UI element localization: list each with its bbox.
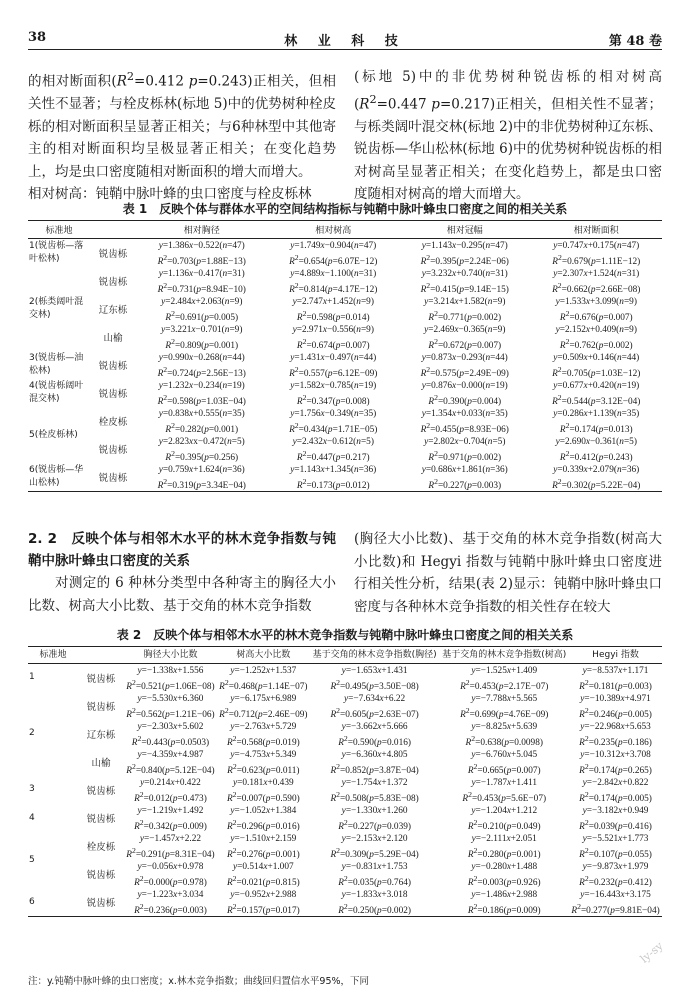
table-footnote: 注：y.钝鞘中脉叶蜂的虫口密度；x.林木竞争指数；曲线回归置信水平95%，下同: [28, 976, 370, 987]
regression-stats: $R^2=0.157(p=0.017)$: [217, 902, 310, 917]
regression-stats: $R^2=0.568(p=0.019)$: [226, 733, 300, 748]
regression-stats: $R^2=0.173(p=0.012)$: [268, 477, 400, 492]
table-row: [28, 846, 662, 860]
regression-stats: $R^2=0.468(p=1.14E-07)$: [219, 677, 308, 692]
table2-header-0: 标准地: [28, 647, 78, 664]
regression-stats: $R^2=0.654(p=6.07E-12)$: [289, 252, 378, 267]
running-header: [28, 30, 662, 50]
regression-equation: y=−7.788x+5.565: [471, 693, 538, 704]
table-row: [28, 295, 662, 309]
species-label: 辽东栎: [98, 304, 128, 316]
regression-equation: y=−1.525x+1.409: [471, 665, 538, 676]
species-label: 山榆: [91, 757, 111, 769]
regression-equation: y=−1.787x+1.411: [471, 777, 537, 788]
regression-stats: $R^2=0.705(p=1.03E-12)$: [552, 364, 641, 379]
species-label: 锐齿栎: [86, 870, 116, 882]
regression-stats: $R^2=0.447(p=0.217)$: [296, 449, 370, 464]
table-row: [28, 678, 662, 692]
table-row: [28, 860, 662, 874]
regression-stats: $R^2=0.699(p=4.76E-09)$: [460, 705, 549, 720]
regression-equation: y=0.181x+0.439: [233, 777, 294, 788]
regression-equation: y=−1.223x+3.034: [137, 890, 204, 901]
regression-equation: y=−1.330x+1.260: [341, 805, 408, 816]
intro-text: [28, 66, 662, 206]
species-label: 锐齿栎: [78, 888, 124, 917]
regression-equation: y=0.339x+2.079(n=36): [553, 465, 640, 476]
table-row: [28, 323, 662, 337]
site-label: 4: [29, 812, 35, 823]
regression-stats: $R^2=0.443(p=0.0503)$: [131, 733, 210, 748]
site-label: 1(锐齿栎—落叶松林): [29, 240, 84, 264]
table-row: [28, 379, 662, 393]
table-row: [28, 734, 662, 748]
site-label: 2: [29, 728, 35, 739]
regression-stats: $R^2=0.174(p=0.005)$: [579, 789, 652, 804]
species-label: 锐齿栎: [98, 389, 128, 401]
regression-equation: y=−5.521x+1.773: [582, 834, 649, 845]
regression-stats: $R^2=0.232(p=0.412)$: [579, 874, 652, 889]
table-row: [28, 239, 662, 253]
table-row: [28, 351, 662, 365]
regression-stats: $R^2=0.557(p=6.12E-09)$: [289, 364, 378, 379]
regression-stats: $R^2=0.186(p=0.009)$: [439, 902, 569, 917]
table-row: [28, 267, 662, 281]
table2-caption: 表 2 反映个体与相邻木水平的林木竞争指数与钝鞘中脉叶蜂虫口密度之间的相关关系: [116, 628, 574, 642]
table-row: [28, 832, 662, 846]
regression-stats: $R^2=0.227(p=0.039)$: [338, 817, 411, 833]
regression-stats: $R^2=0.412(p=0.243)$: [559, 449, 633, 464]
regression-equation: y=−2.303x+5.602: [137, 721, 204, 732]
regression-stats: $R^2=0.280(p=0.001)$: [467, 846, 541, 861]
regression-equation: y=−1.833x+3.018: [341, 890, 408, 901]
species-label: 锐齿栎: [98, 445, 128, 457]
regression-stats: $R^2=0.174(p=0.265)$: [579, 761, 652, 776]
site-label: 1: [29, 672, 35, 683]
table-row: [28, 804, 662, 818]
regression-stats: $R^2=0.676(p=0.007)$: [559, 308, 633, 323]
volume-label: 第 48 卷: [608, 34, 662, 49]
regression-stats: $R^2=0.415(p=9.14E-15)$: [420, 280, 509, 295]
regression-equation: y=−1.486x+2.988: [471, 890, 538, 901]
regression-equation: y=−1.754x+1.372: [341, 777, 408, 788]
table-row: [28, 748, 662, 762]
table1-header-3: 相对树高: [268, 221, 400, 239]
table-row: [28, 407, 662, 421]
regression-equation: y=−0.952x+2.988: [230, 890, 297, 901]
regression-equation: y=3.221x−0.701(n=9): [161, 324, 243, 335]
regression-equation: y=−1.510x+2.159: [230, 834, 297, 845]
regression-equation: y=−22.968x+5.653: [580, 721, 651, 732]
regression-equation: y=0.686x+1.861(n=36): [421, 465, 508, 476]
regression-stats: $R^2=0.691(p=0.005)$: [165, 308, 239, 323]
regression-stats: $R^2=0.662(p=2.66E-08)$: [552, 280, 641, 295]
regression-stats: $R^2=0.282(p=0.001)$: [165, 421, 239, 436]
regression-stats: $R^2=0.039(p=0.416)$: [579, 817, 652, 833]
regression-equation: y=−3.662x+5.666: [341, 721, 408, 732]
table1-header-row: [28, 221, 662, 239]
species-label: 锐齿栎: [98, 276, 128, 288]
regression-stats: $R^2=0.495(p=3.50E-08)$: [330, 677, 419, 692]
section-right-column: [354, 528, 662, 618]
regression-equation: y=1.136x−0.417(n=31): [158, 268, 245, 279]
regression-stats: $R^2=0.181(p=0.003)$: [579, 677, 652, 692]
table2-header-4: 基于交角的林木竞争指数(胸径): [310, 647, 440, 664]
regression-equation: y=2.802x−0.704(n=5): [424, 437, 506, 448]
table2: [28, 646, 662, 917]
regression-equation: y=−4.753x+5.349: [230, 749, 297, 760]
regression-stats: $R^2=0.390(p=0.004)$: [428, 392, 502, 408]
regression-stats: $R^2=0.598(p=1.03E-04)$: [157, 392, 246, 408]
regression-stats: $R^2=0.395(p=2.24E-06)$: [420, 252, 509, 267]
regression-equation: y=−1.052x+1.384: [230, 805, 297, 816]
regression-equation: y=−1.457x+2.22: [139, 834, 202, 845]
regression-stats: $R^2=0.605(p=2.63E-07)$: [330, 705, 419, 720]
table1-caption: 表 1 反映个体与群体水平的空间结构指标与钝鞘中脉叶蜂虫口密度之间的相关关系: [122, 202, 568, 216]
regression-stats: $R^2=0.012(p=0.473)$: [134, 789, 207, 804]
regression-stats: $R^2=0.007(p=0.590)$: [226, 789, 300, 804]
regression-stats: $R^2=0.674(p=0.007)$: [296, 336, 370, 351]
regression-equation: y=0.214x+0.422: [140, 777, 201, 788]
regression-equation: y=−6.175x+6.989: [230, 693, 297, 704]
regression-stats: $R^2=0.453(p=2.17E-07)$: [460, 677, 549, 692]
table-row: [28, 463, 662, 477]
regression-stats: $R^2=0.276(p=0.001)$: [226, 846, 300, 861]
intro-left-column: 的相对断面积($R^2=0.412$ p=0.243)正相关，但相关性不显著；与栓皮栎林(标地 5)中的优势树种栓皮栎的相对断面积呈显著正相关；与6种林型中其他寄主的相对断面积均呈极显著正相关；在变化趋势上，均是虫口密度随相对断面积的增大而增大。 相对树高：钝鞘中脉叶蜂的虫口密度与栓皮栎林: [28, 70, 336, 202]
journal-title: 林 业 科 技: [284, 34, 406, 49]
site-label: 4(锐齿栎阔叶混交林): [29, 381, 84, 405]
species-label: 锐齿栎: [86, 814, 116, 826]
regression-equation: y=2.484x+2.063(n=9): [161, 296, 243, 307]
regression-stats: $R^2=0.434(p=1.71E-05)$: [289, 421, 378, 436]
page-number: 38: [28, 30, 47, 45]
section-2-2: [28, 528, 662, 618]
regression-stats: $R^2=0.035(p=0.764)$: [338, 874, 411, 889]
species-label: 山榆: [103, 332, 123, 344]
site-label: 5: [29, 854, 35, 865]
species-label: 锐齿栎: [98, 248, 128, 260]
regression-stats: $R^2=0.508(p=5.83E-08)$: [330, 789, 419, 804]
table2-header-5: 基于交角的林木竞争指数(树高): [439, 647, 569, 664]
regression-equation: y=1.582x−0.785(n=19): [290, 380, 377, 391]
regression-stats: $R^2=0.227(p=0.003)$: [399, 477, 531, 492]
site-label: 6(锐齿栎—华山松林): [28, 463, 90, 492]
table-row: [28, 435, 662, 449]
regression-equation: y=1.354x+0.033(n=35): [421, 409, 508, 420]
regression-stats: $R^2=0.731(p=8.94E-10)$: [157, 280, 246, 295]
table-row: [28, 664, 662, 678]
regression-equation: y=−10.312x+3.708: [580, 749, 651, 760]
regression-equation: y=0.838x+0.555(n=35): [158, 409, 245, 420]
regression-equation: y=0.990x−0.268(n=44): [158, 352, 245, 363]
regression-equation: y=2.971x−0.556(n=9): [292, 324, 374, 335]
regression-equation: y=−4.359x+4.987: [137, 749, 204, 760]
regression-stats: $R^2=0.309(p=5.29E-04)$: [330, 846, 419, 861]
table-row: [28, 706, 662, 720]
regression-stats: $R^2=0.521(p=1.06E-08)$: [126, 677, 215, 692]
regression-equation: y=−2.842x+0.822: [582, 777, 649, 788]
regression-equation: y=2.747x+1.452(n=9): [292, 296, 374, 307]
regression-equation: y=0.759x+1.624(n=36): [158, 465, 245, 476]
regression-stats: $R^2=0.852(p=3.87E-04)$: [330, 761, 419, 776]
regression-stats: $R^2=0.672(p=0.007)$: [428, 336, 502, 351]
regression-stats: $R^2=0.544(p=3.12E-04)$: [552, 392, 641, 408]
regression-equation: y=−7.634x+6.22: [344, 693, 406, 704]
regression-stats: $R^2=0.590(p=0.016)$: [338, 733, 411, 748]
table1-header-4: 相对冠幅: [399, 221, 531, 239]
table2-header-1: [78, 647, 124, 664]
regression-stats: $R^2=0.174(p=0.013)$: [559, 421, 633, 436]
regression-stats: $R^2=0.342(p=0.009)$: [134, 817, 207, 833]
regression-stats: $R^2=0.347(p=0.008)$: [296, 392, 370, 408]
regression-equation: y=−0.280x+1.488: [471, 862, 538, 873]
regression-stats: $R^2=0.250(p=0.002)$: [310, 902, 440, 917]
regression-equation: y=−0.056x+0.978: [137, 862, 204, 873]
table2-header-row: [28, 647, 662, 664]
regression-stats: $R^2=0.971(p=0.002)$: [428, 449, 502, 464]
site-label: 3(锐齿栎—油松林): [29, 352, 84, 376]
regression-stats: $R^2=0.455(p=8.93E-06)$: [420, 421, 509, 436]
species-label: 栓皮栎: [86, 842, 116, 854]
site-label: 5(栓皮栎林): [29, 429, 78, 440]
section-paragraph-left: 对测定的 6 种林分类型中各种寄主的胸径大小比数、树高大小比数、基于交角的林木竞争指数: [28, 575, 336, 614]
regression-equation: y=−16.443x+3.175: [580, 890, 651, 901]
table-row: [28, 720, 662, 734]
table-row: [28, 692, 662, 706]
regression-equation: y=2.432x−0.612(n=5): [292, 437, 374, 448]
table2-header-2: 胸径大小比数: [124, 647, 217, 664]
regression-stats: $R^2=0.703(p=1.88E-13)$: [157, 252, 246, 267]
regression-stats: $R^2=0.562(p=1.21E-06)$: [126, 705, 215, 720]
regression-equation: y=−5.530x+6.360: [137, 693, 204, 704]
regression-equation: y=−10.389x+4.971: [580, 693, 651, 704]
regression-stats: $R^2=0.598(p=0.014)$: [296, 308, 370, 323]
regression-stats: $R^2=0.665(p=0.007)$: [467, 761, 541, 776]
section-left-column: [28, 528, 336, 618]
table2-header-3: 树高大小比数: [217, 647, 310, 664]
regression-equation: y=2.469x−0.365(n=9): [424, 324, 506, 335]
table1-header-0: 标准地: [28, 221, 90, 239]
regression-equation: y=1.232x−0.234(n=19): [158, 380, 245, 391]
regression-equation: y=−1.219x+1.492: [137, 805, 204, 816]
species-label: 锐齿栎: [86, 785, 116, 797]
regression-equation: y=−2.111x+2.051: [471, 834, 537, 845]
regression-equation: y=−6.360x+4.805: [341, 749, 408, 760]
table-row: [28, 902, 662, 917]
regression-stats: $R^2=0.638(p=0.0098)$: [465, 733, 543, 748]
table1: [28, 220, 662, 492]
site-label: 2(栎类阔叶混交林): [29, 296, 84, 320]
table-row: [28, 776, 662, 790]
regression-equation: y=1.533x+3.099(n=9): [555, 296, 637, 307]
regression-equation: y=−3.182x+0.949: [582, 805, 649, 816]
regression-equation: y=0.509x+0.146(n=44): [553, 352, 640, 363]
regression-stats: $R^2=0.623(p=0.011)$: [227, 761, 300, 776]
regression-equation: y=4.889x−1.100(n=31): [290, 268, 377, 279]
table1-header-1: [90, 221, 136, 239]
table1-header-2: 相对胸径: [136, 221, 268, 239]
regression-equation: y=1.143x−0.295(n=47): [421, 240, 508, 251]
regression-stats: $R^2=0.235(p=0.186)$: [579, 733, 652, 748]
regression-equation: y=1.386x−0.522(n=47): [158, 240, 245, 251]
regression-equation: y=−2.153x+2.120: [341, 834, 408, 845]
site-label: 3: [29, 784, 35, 795]
regression-stats: $R^2=0.762(p=0.002)$: [559, 336, 633, 351]
regression-stats: $R^2=0.814(p=4.17E-12)$: [289, 280, 378, 295]
regression-equation: y=3.232x+0.740(n=31): [421, 268, 508, 279]
regression-equation: y=−6.760x+5.045: [471, 749, 538, 760]
regression-equation: y=1.143x+1.345(n=36): [290, 465, 377, 476]
table2-header-6: Hegyi 指数: [569, 647, 662, 664]
regression-equation: y=−1.653x+1.431: [341, 665, 408, 676]
regression-equation: y=0.873x−0.293(n=44): [421, 352, 508, 363]
regression-stats: $R^2=0.291(p=8.31E-04)$: [126, 846, 215, 861]
regression-stats: $R^2=0.809(p=0.001)$: [165, 336, 239, 351]
table-row: [28, 874, 662, 888]
regression-equation: y=0.747x+0.175(n=47): [553, 240, 640, 251]
regression-equation: y=−0.831x+1.753: [341, 862, 408, 873]
regression-equation: y=0.286x+1.139(n=35): [553, 409, 640, 420]
site-label: 6: [28, 888, 78, 917]
regression-equation: y=3.214x+1.582(n=9): [424, 296, 506, 307]
regression-stats: $R^2=0.302(p=5.22E-04)$: [531, 477, 663, 492]
table-row: [28, 818, 662, 832]
table-row: [28, 888, 662, 902]
species-label: 锐齿栎: [98, 360, 128, 372]
regression-stats: $R^2=0.107(p=0.055)$: [579, 846, 652, 861]
table-row: [28, 790, 662, 804]
regression-stats: $R^2=0.395(p=0.256)$: [165, 449, 239, 464]
species-label: 锐齿栎: [86, 701, 116, 713]
species-label: 栓皮栎: [98, 417, 128, 429]
regression-equation: y=2.823xx−0.472(n=5): [158, 437, 245, 448]
section-heading: 2. 2 反映个体与相邻木水平的林木竞争指数与钝鞘中脉叶蜂虫口密度的关系: [28, 531, 336, 569]
regression-stats: $R^2=0.840(p=5.12E-04)$: [126, 761, 215, 776]
regression-equation: y=2.690x−0.361(n=5): [555, 437, 637, 448]
regression-stats: $R^2=0.771(p=0.002)$: [428, 308, 502, 323]
regression-stats: $R^2=0.319(p=3.34E-04)$: [136, 477, 268, 492]
regression-stats: $R^2=0.724(p=2.56E-13)$: [157, 364, 246, 379]
regression-equation: y=0.677x+0.420(n=19): [553, 380, 640, 391]
regression-stats: $R^2=0.679(p=1.11E-12)$: [552, 252, 641, 267]
regression-stats: $R^2=0.236(p=0.003)$: [124, 902, 217, 917]
regression-equation: y=−9.873x+1.979: [582, 862, 649, 873]
regression-equation: y=2.152x+0.409(n=9): [555, 324, 637, 335]
species-label: 锐齿栎: [86, 673, 116, 685]
species-label: 辽东栎: [86, 729, 116, 741]
regression-equation: y=1.756x−0.349(n=35): [290, 409, 377, 420]
regression-stats: $R^2=0.453(p=5.6E-07)$: [462, 789, 547, 804]
table1-header-5: 相对断面积: [531, 221, 663, 239]
regression-equation: y=0.876x−0.000(n=19): [421, 380, 508, 391]
regression-equation: y=−1.252x+1.537: [230, 665, 297, 676]
regression-equation: y=−2.763x+5.729: [230, 721, 297, 732]
regression-equation: y=0.514x+1.007: [233, 862, 294, 873]
regression-stats: $R^2=0.003(p=0.926)$: [467, 874, 541, 889]
intro-right-column: (标地 5)中的非优势树种锐齿栎的相对树高($R^2=0.447$ p=0.217)正相关，但相关性不显著；与栎类阔叶混交林(标地 2)中的非优势树种辽东栎、锐齿栎—华山松林(标地 6)中的优势树种锐齿栎的相对树高呈显著正相关；在变化趋势上，都是虫口密度随相对树高的增大而增大。: [354, 69, 662, 202]
section-paragraph-right: (胸径大小比数)、基于交角的林木竞争指数(树高大小比数)和 Hegyi 指数与钝鞘中脉叶蜂虫口密度进行相关性分析，结果(表 2)显示：钝鞘中脉叶蜂虫口密度与各种林木竞争指数的相关性存在较大: [354, 531, 662, 615]
table-row: [28, 762, 662, 776]
regression-equation: y=−1.204x+1.212: [471, 805, 538, 816]
regression-stats: $R^2=0.021(p=0.815)$: [226, 874, 300, 889]
regression-stats: $R^2=0.246(p=0.005)$: [579, 705, 652, 720]
regression-stats: $R^2=0.575(p=2.49E-09)$: [420, 364, 509, 379]
regression-equation: y=−8.825x+5.639: [471, 721, 538, 732]
regression-stats: $R^2=0.277(p=9.81E-04)$: [569, 902, 662, 917]
species-label: 锐齿栎: [90, 463, 136, 492]
regression-equation: y=−1.338x+1.556: [137, 665, 204, 676]
regression-equation: y=1.431x−0.497(n=44): [290, 352, 377, 363]
regression-equation: y=−8.537x+1.171: [582, 665, 649, 676]
regression-stats: $R^2=0.296(p=0.016)$: [226, 817, 300, 833]
regression-equation: y=2.307x+1.524(n=31): [553, 268, 640, 279]
regression-stats: $R^2=0.000(p=0.978)$: [134, 874, 207, 889]
regression-stats: $R^2=0.712(p=2.46E-09)$: [219, 705, 308, 720]
watermark: ly-sy: [637, 939, 666, 966]
regression-stats: $R^2=0.210(p=0.049)$: [467, 817, 541, 833]
regression-equation: y=1.749x−0.904(n=47): [290, 240, 377, 251]
